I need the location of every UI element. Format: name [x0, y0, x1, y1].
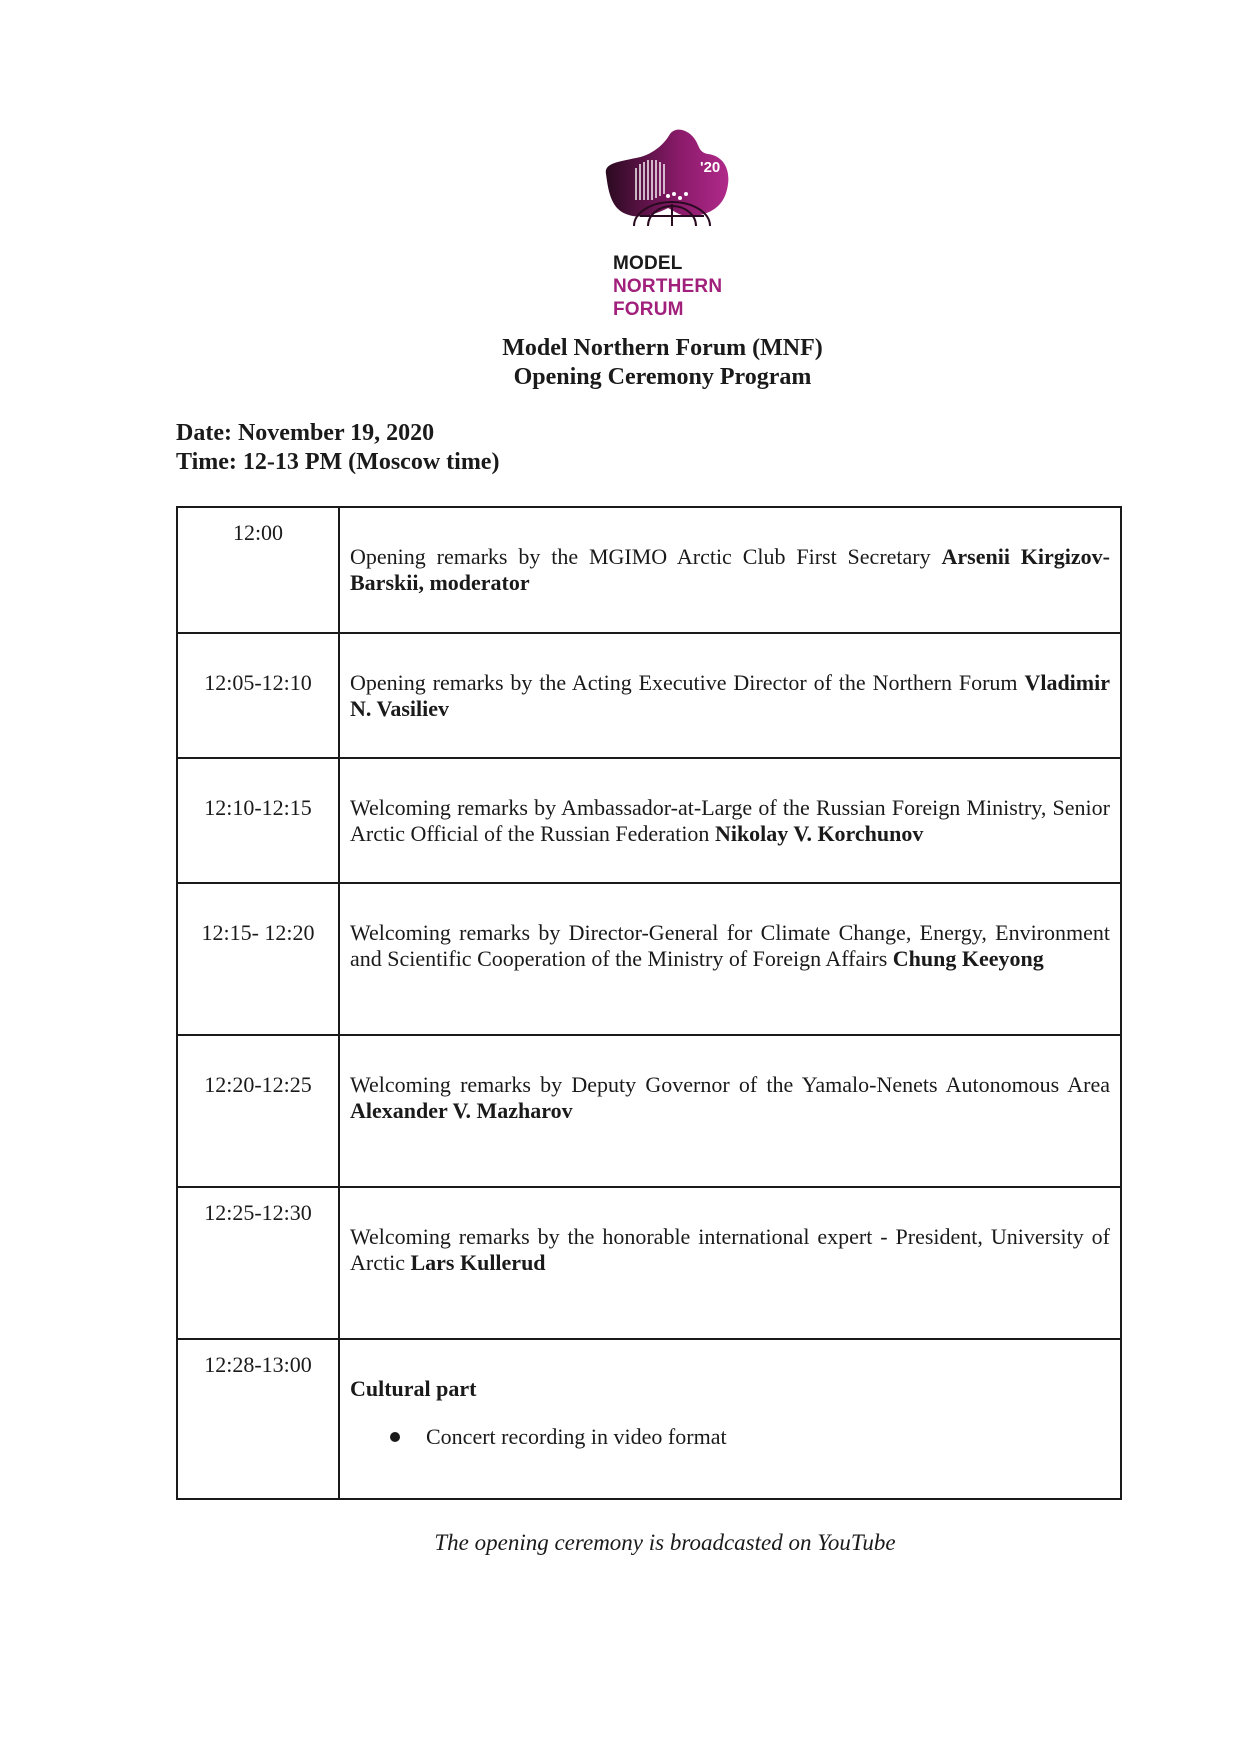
table-row	[177, 1339, 1121, 1499]
time-cell: 12:05-12:10	[177, 633, 339, 758]
speaker-name: Lars Kullerud	[410, 1250, 546, 1275]
time-cell: 12:28-13:00	[177, 1339, 339, 1499]
table-row	[177, 507, 1121, 633]
logo-line-forum: FORUM	[613, 299, 684, 320]
speaker-name: Vladimir N. Vasiliev	[350, 670, 1110, 721]
time-cell: 12:00	[177, 507, 339, 633]
logo-line-northern: NORTHERN	[613, 276, 723, 297]
time-cell: 12:10-12:15	[177, 758, 339, 883]
event-time: Time: 12-13 PM (Moscow time)	[176, 449, 500, 475]
table-row	[177, 1035, 1121, 1187]
description-cell: Welcoming remarks by the honorable international expert - President, University of Arctic Lars Kullerud	[339, 1187, 1121, 1339]
northern-forum-logo-icon	[596, 128, 738, 226]
list-item	[350, 1424, 1110, 1450]
description-cell: Opening remarks by the Acting Executive Director of the Northern Forum Vladimir N. Vasiliev	[339, 633, 1121, 758]
time-cell: 12:25-12:30	[177, 1187, 339, 1339]
broadcast-note: The opening ceremony is broadcasted on YouTube	[434, 1530, 896, 1555]
list-item-text: Concert recording in video format	[426, 1424, 727, 1449]
description-cell: Welcoming remarks by Director-General for Climate Change, Energy, Environment and Scientific Cooperation of the Ministry of Foreign Affairs Chung Keeyong	[339, 883, 1121, 1035]
logo-line-model: MODEL	[613, 253, 683, 274]
title-line-1: Model Northern Forum (MNF)	[502, 335, 823, 361]
logo-year: '20	[700, 159, 721, 176]
speaker-name: Alexander V. Mazharov	[350, 1098, 573, 1123]
table-row	[177, 633, 1121, 758]
description-cell: Welcoming remarks by Ambassador-at-Large of the Russian Foreign Ministry, Senior Arctic Official of the Russian Federation Nikolay V. Korchunov	[339, 758, 1121, 883]
description-cell: Welcoming remarks by Deputy Governor of the Yamalo-Nenets Autonomous Area Alexander V. Mazharov	[339, 1035, 1121, 1187]
document-title	[0, 334, 1241, 392]
logo-wordmark	[613, 252, 722, 321]
time-cell: 12:20-12:25	[177, 1035, 339, 1187]
speaker-name: Chung Keeyong	[892, 946, 1044, 971]
table-row	[177, 883, 1121, 1035]
table-row	[177, 1187, 1121, 1339]
speaker-name: Arsenii Kirgizov-Barskii, moderator	[350, 544, 1110, 595]
title-line-2: Opening Ceremony Program	[513, 364, 812, 390]
speaker-name: Nikolay V. Korchunov	[714, 821, 924, 846]
time-cell: 12:15- 12:20	[177, 883, 339, 1035]
event-date: Date: November 19, 2020	[176, 420, 435, 446]
bullet-icon	[390, 1432, 400, 1442]
schedule-table	[176, 506, 1122, 1500]
description-cell	[339, 1339, 1121, 1499]
table-row	[177, 758, 1121, 883]
description-cell: Opening remarks by the MGIMO Arctic Club First Secretary Arsenii Kirgizov-Barskii, moderator	[339, 507, 1121, 633]
section-heading: Cultural part	[350, 1376, 477, 1401]
event-meta	[176, 419, 499, 477]
